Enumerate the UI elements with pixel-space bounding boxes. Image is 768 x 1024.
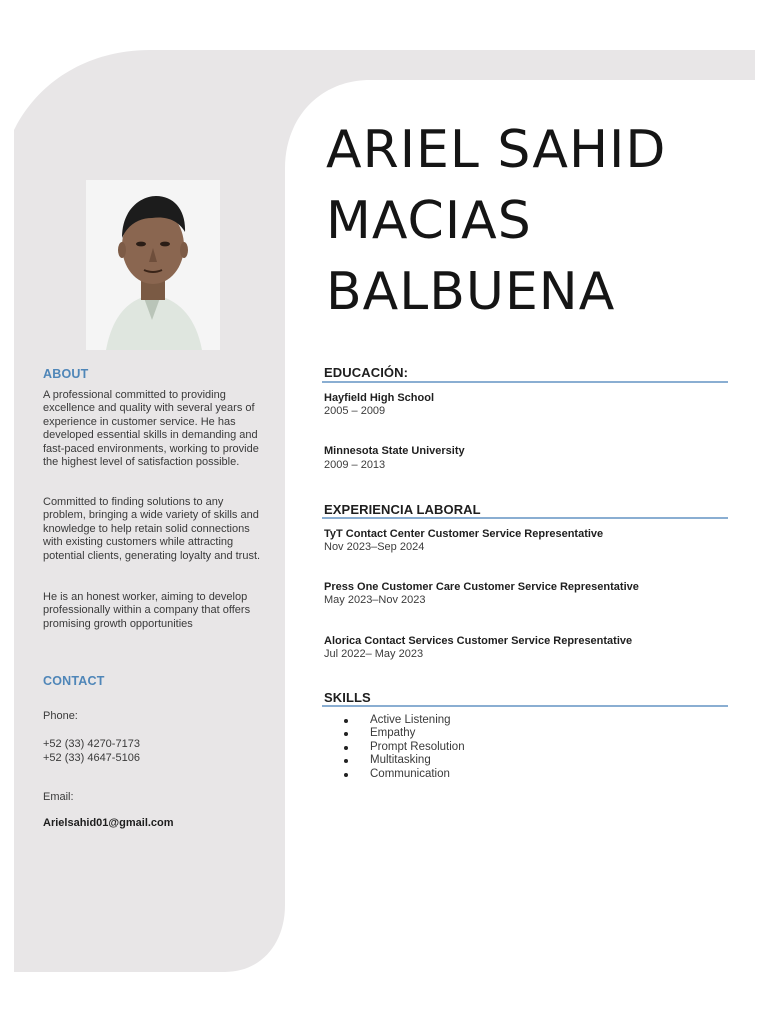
- contact-heading: CONTACT: [43, 674, 105, 688]
- education-title-1: Hayfield High School: [324, 392, 435, 404]
- education-rule: [322, 381, 728, 383]
- skill-item: [344, 768, 465, 781]
- about-paragraph-2: Committed to finding solutions to any problem, bringing a wide variety of skills and knowledge to help retain solid connections with existing customers while attracting potential clients, generating loyalty and trust.: [43, 496, 261, 562]
- bullet-icon: [344, 773, 348, 777]
- skills-heading: SKILLS: [324, 690, 371, 705]
- name-line-2: MACIAS: [326, 191, 532, 251]
- phone-number-1[interactable]: +52 (33) 4270-7173: [43, 738, 140, 750]
- bullet-icon: [344, 732, 348, 736]
- skill-item: [344, 714, 465, 727]
- skill-item: [344, 754, 465, 767]
- profile-photo: [86, 180, 220, 350]
- name-line-1: ARIEL SAHID: [326, 120, 667, 180]
- skill-item: [344, 727, 465, 740]
- email-address[interactable]: Arielsahid01@gmail.com: [43, 817, 174, 829]
- phone-label: Phone:: [43, 710, 78, 722]
- skills-rule: [322, 705, 728, 707]
- phone-number-2[interactable]: +52 (33) 4647-5106: [43, 752, 140, 764]
- skill-label: Active Listening: [370, 714, 451, 726]
- experience-rule: [322, 517, 728, 519]
- name-line-3: BALBUENA: [326, 262, 616, 322]
- experience-dates-2: May 2023–Nov 2023: [324, 594, 426, 606]
- skill-item: [344, 741, 465, 754]
- email-label: Email:: [43, 791, 74, 803]
- bullet-icon: [344, 746, 348, 750]
- about-heading: ABOUT: [43, 367, 89, 381]
- bullet-icon: [344, 759, 348, 763]
- experience-title-3: Alorica Contact Services Customer Service Representative: [324, 635, 633, 647]
- about-paragraph-1: A professional committed to providing excellence and quality with several years of experience in customer service. He has developed essential skills in demanding and fast-paced environments, working to provide the highest level of satisfaction possible.: [43, 389, 259, 469]
- skills-list: [344, 714, 465, 781]
- about-paragraph-3: He is an honest worker, aiming to develop professionally within a company that offers promising growth opportunities: [43, 591, 251, 630]
- experience-title-2: Press One Customer Care Customer Service Representative: [324, 581, 639, 593]
- experience-heading: EXPERIENCIA LABORAL: [324, 502, 481, 517]
- skill-label: Multitasking: [370, 754, 431, 767]
- bullet-icon: [344, 719, 348, 723]
- education-dates-1: 2005 – 2009: [324, 405, 386, 417]
- experience-dates-1: Nov 2023–Sep 2024: [324, 541, 425, 553]
- skill-label: Prompt Resolution: [370, 740, 465, 753]
- education-dates-2: 2009 – 2013: [324, 459, 386, 471]
- skill-label: Communication: [370, 767, 450, 780]
- experience-title-1: TyT Contact Center Customer Service Representative: [324, 528, 604, 540]
- education-title-2: Minnesota State University: [324, 445, 465, 457]
- education-heading: EDUCACIÓN:: [324, 365, 409, 380]
- skill-label: Empathy: [370, 727, 416, 740]
- experience-dates-3: Jul 2022– May 2023: [324, 648, 424, 660]
